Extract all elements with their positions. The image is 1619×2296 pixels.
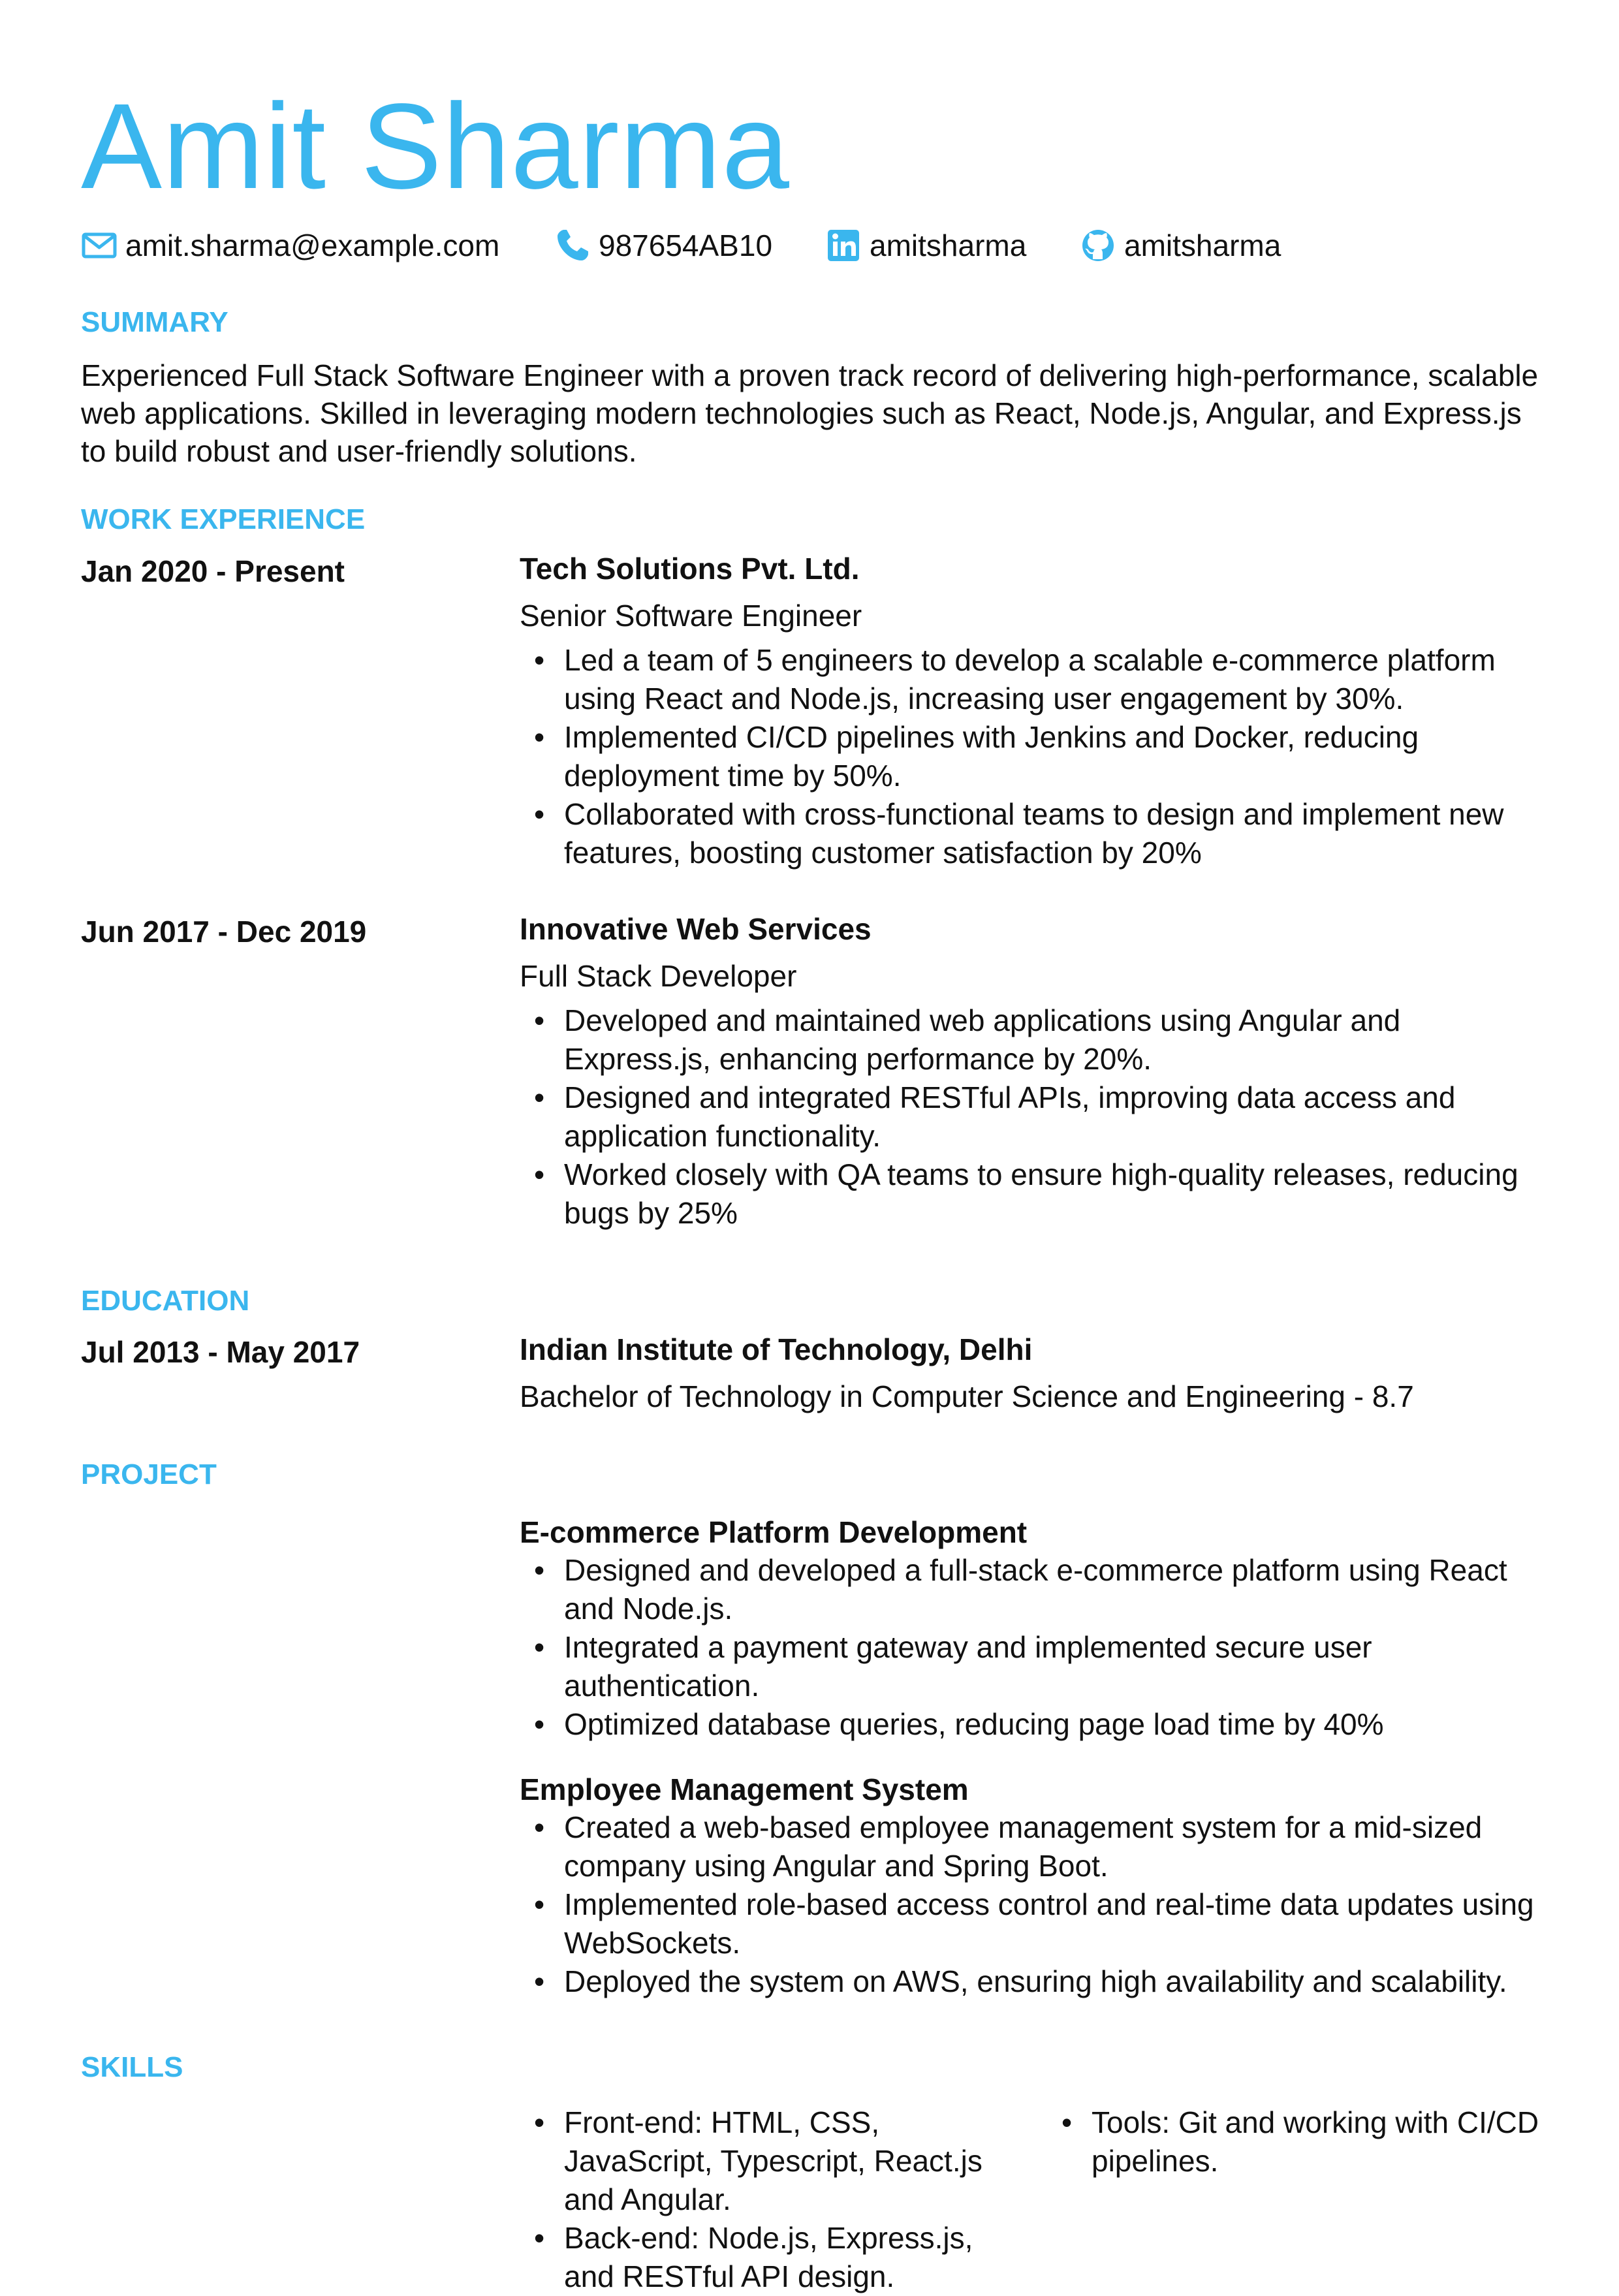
project-title: E-commerce Platform Development (520, 1515, 1028, 1549)
degree-text: Bachelor of Technology in Computer Science and Engineering - 8.7 (520, 1379, 1414, 1413)
education-entry (520, 1330, 1554, 1415)
education-dates: Jul 2013 - May 2017 (81, 1335, 360, 1369)
project-entry (520, 1513, 1554, 1744)
list-item: • Deployed the system on AWS, ensuring high availability and scalability. (520, 1962, 1554, 2001)
list-item: • Developed and maintained web applications using Angular and Express.js, enhancing performance by 20%. (520, 1001, 1554, 1078)
contact-phone[interactable] (554, 226, 772, 265)
list-item: • Collaborated with cross-functional teams to design and implement new features, boosting customer satisfaction by 20% (520, 795, 1554, 872)
project-bullets (520, 1808, 1554, 2001)
company-name: Innovative Web Services (520, 912, 872, 946)
project-heading: PROJECT (81, 1458, 217, 1490)
list-item: • Created a web-based employee management system for a mid-sized company using Angular and Spring Boot. (520, 1808, 1554, 1885)
github-icon (1080, 227, 1116, 264)
phone-icon (554, 227, 591, 264)
company-name: Tech Solutions Pvt. Ltd. (520, 552, 860, 586)
project-bullets (520, 1551, 1554, 1744)
job-title: Full Stack Developer (520, 959, 797, 993)
contact-email[interactable] (81, 226, 499, 265)
list-item: • Back-end: Node.js, Express.js, and RESTful API design. (520, 2219, 1029, 2296)
list-item: • Integrated a payment gateway and implemented secure user authentication. (520, 1628, 1554, 1705)
skills-list (520, 2103, 1029, 2296)
list-item: • Designed and developed a full-stack e-commerce platform using React and Node.js. (520, 1551, 1554, 1628)
linkedin-text: amitsharma (870, 228, 1027, 262)
project-entry (520, 1770, 1554, 2001)
job-entry (520, 550, 1554, 872)
list-item: • Optimized database queries, reducing page load time by 40% (520, 1705, 1554, 1744)
job-entry (520, 910, 1554, 1233)
phone-text: 987654AB10 (599, 228, 773, 262)
list-item: • Tools: Git and working with CI/CD pipelines. (1047, 2103, 1554, 2180)
skills-column-left (520, 2103, 1029, 2296)
job-bullets (520, 1001, 1554, 1233)
summary-text: Experienced Full Stack Software Engineer with a proven track record of delivering high-performance, scalable web applications. Skilled in leveraging modern technologies such as React, Node.js, Angular, and Express.js to build robust and user-friendly solutions. (81, 358, 1539, 468)
project-title: Employee Management System (520, 1772, 969, 1806)
list-item: • Implemented role-based access control and real-time data updates using WebSockets. (520, 1885, 1554, 1962)
skills-heading: SKILLS (81, 2051, 183, 2083)
job-title: Senior Software Engineer (520, 599, 862, 633)
list-item: • Worked closely with QA teams to ensure high-quality releases, reducing bugs by 25% (520, 1156, 1554, 1233)
work-experience-heading: WORK EXPERIENCE (81, 503, 366, 535)
job-bullets (520, 641, 1554, 872)
education-heading: EDUCATION (81, 1285, 250, 1317)
job-dates: Jan 2020 - Present (81, 554, 345, 588)
list-item: • Implemented CI/CD pipelines with Jenkins and Docker, reducing deployment time by 50%. (520, 718, 1554, 795)
email-text: amit.sharma@example.com (125, 228, 500, 262)
envelope-icon (81, 227, 118, 264)
summary-heading: SUMMARY (81, 306, 228, 338)
contact-github[interactable] (1080, 226, 1281, 265)
list-item: • Front-end: HTML, CSS, JavaScript, Typescript, React.js and Angular. (520, 2103, 1029, 2219)
skills-list (1047, 2103, 1554, 2180)
skills-column-right (1047, 2103, 1554, 2180)
list-item: • Designed and integrated RESTful APIs, improving data access and application functionality. (520, 1078, 1554, 1156)
linkedin-icon (825, 227, 862, 264)
contact-linkedin[interactable] (825, 226, 1026, 265)
list-item: • Led a team of 5 engineers to develop a scalable e-commerce platform using React and Node.js, increasing user engagement by 30%. (520, 641, 1554, 718)
candidate-name: Amit Sharma (81, 79, 790, 214)
job-dates: Jun 2017 - Dec 2019 (81, 915, 367, 949)
github-text: amitsharma (1124, 228, 1281, 262)
school-name: Indian Institute of Technology, Delhi (520, 1332, 1033, 1366)
